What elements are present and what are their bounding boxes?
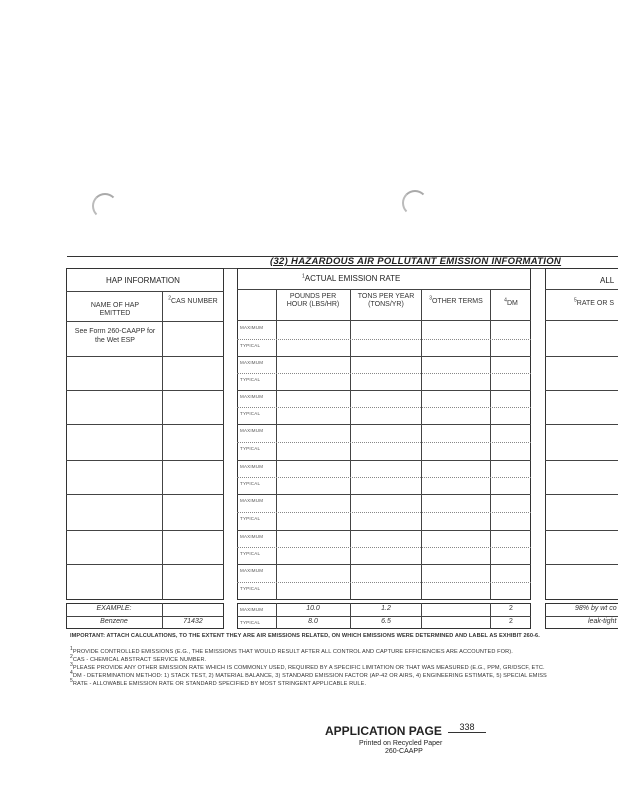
punch-hole-left bbox=[92, 193, 118, 219]
note-2: 2CAS - CHEMICAL ABSTRACT SERVICE NUMBER. bbox=[70, 654, 207, 663]
example-typ-label: TYPICAL bbox=[240, 620, 261, 625]
row-max-label: MAXIMUM bbox=[240, 464, 264, 469]
example-max-dm: 2 bbox=[509, 605, 513, 612]
allowable-row-divider bbox=[545, 390, 618, 391]
note-3: 3PLEASE PROVIDE ANY OTHER EMISSION RATE WHICH IS COMMONLY USED, REQUIRED BY A SPECIFIC LIMITATION OR THAT WAS MEASURED (E.G., PPM, GR/DSCF, ETC. bbox=[70, 662, 545, 671]
col-pounds-per-hour: POUNDS PER HOUR (LBS/HR) bbox=[286, 293, 340, 308]
punch-hole-right bbox=[402, 190, 428, 216]
hap-row-divider bbox=[66, 494, 224, 495]
row-typ-label: TYPICAL bbox=[240, 516, 261, 521]
example-max-tons: 1.2 bbox=[381, 605, 391, 612]
example-max-label: MAXIMUM bbox=[240, 607, 264, 612]
allowable-table bbox=[545, 268, 618, 600]
col-hap-name: NAME OF HAP EMITTED bbox=[90, 302, 140, 317]
hap-row-divider bbox=[66, 390, 224, 391]
form-title: (32) HAZARDOUS AIR POLLUTANT EMISSION INFORMATION bbox=[270, 256, 562, 267]
title-top-rule bbox=[67, 256, 618, 257]
allowable-section-title: ALL bbox=[600, 276, 615, 285]
hap-section-title: HAP INFORMATION bbox=[106, 276, 180, 285]
rate-row-divider bbox=[237, 530, 531, 531]
rate-row-divider bbox=[237, 460, 531, 461]
col-dm: $^4$DM bbox=[504, 297, 518, 307]
row-typ-label: TYPICAL bbox=[240, 411, 261, 416]
col-tons-per-year: TONS PER YEAR (TONS/YR) bbox=[357, 293, 415, 308]
note-1: 1PROVIDE CONTROLLED EMISSIONS (E.G., THE EMISSIONS THAT WOULD RESULT AFTER ALL CONTROL AND CAPTURE EFFICIENCIES ARE ACCOUNTED FOR). bbox=[70, 646, 513, 655]
allowable-row-divider bbox=[545, 460, 618, 461]
hap-row-divider bbox=[66, 460, 224, 461]
row-typ-label: TYPICAL bbox=[240, 481, 261, 486]
hap-row-divider bbox=[66, 424, 224, 425]
allowable-row-divider bbox=[545, 564, 618, 565]
example-typ-lbs: 8.0 bbox=[308, 618, 318, 625]
row-typ-label: TYPICAL bbox=[240, 377, 261, 382]
col-other-terms: $^3$OTHER TERMS bbox=[429, 295, 483, 305]
row-max-label: MAXIMUM bbox=[240, 498, 264, 503]
row-typ-label: TYPICAL bbox=[240, 551, 261, 556]
rate-row-divider bbox=[237, 424, 531, 425]
row-typ-label: TYPICAL bbox=[240, 446, 261, 451]
important-note: IMPORTANT: ATTACH CALCULATIONS, TO THE EXTENT THEY ARE AIR EMISSIONS RELATED, ON WHICH EMISSIONS WERE DETERMINED AND LABEL AS EXHIBIT 260-6. bbox=[70, 633, 540, 639]
form-number: 260-CAAPP bbox=[385, 748, 423, 755]
page-number: 338 bbox=[448, 722, 486, 733]
rate-mid-divider bbox=[237, 373, 531, 374]
printed-on-recycled: Printed on Recycled Paper bbox=[359, 740, 443, 747]
row-max-label: MAXIMUM bbox=[240, 534, 264, 539]
example-label: EXAMPLE: bbox=[96, 605, 132, 612]
row-max-label: MAXIMUM bbox=[240, 325, 264, 330]
hap-row-divider bbox=[66, 530, 224, 531]
example-right-max: 98% by wt co bbox=[575, 605, 617, 612]
actual-emission-rate-table bbox=[237, 268, 531, 600]
rate-row-divider bbox=[237, 390, 531, 391]
example-right-typ: leak-tight bbox=[588, 618, 617, 625]
first-entry-note: See Form 260-CAAPP for the Wet ESP bbox=[74, 328, 156, 344]
rate-mid-divider bbox=[237, 547, 531, 548]
example-typ-dm: 2 bbox=[509, 618, 513, 625]
row-max-label: MAXIMUM bbox=[240, 360, 264, 365]
example-name: Benzene bbox=[100, 618, 128, 625]
example-max-lbs: 10.0 bbox=[306, 605, 320, 612]
rate-mid-divider bbox=[237, 442, 531, 443]
row-typ-label: TYPICAL bbox=[240, 586, 261, 591]
row-max-label: MAXIMUM bbox=[240, 428, 264, 433]
hap-row-divider bbox=[66, 564, 224, 565]
hap-row-divider bbox=[66, 356, 224, 357]
rate-row-divider bbox=[237, 356, 531, 357]
rate-row-divider bbox=[237, 564, 531, 565]
application-page-label: APPLICATION PAGE bbox=[325, 724, 442, 738]
row-max-label: MAXIMUM bbox=[240, 568, 264, 573]
col-cas-number: $^2$CAS NUMBER bbox=[168, 295, 218, 305]
allowable-row-divider bbox=[545, 424, 618, 425]
rate-row-divider bbox=[237, 494, 531, 495]
col-rate-right: $^5$RATE OR S bbox=[574, 297, 614, 307]
rate-mid-divider bbox=[237, 582, 531, 583]
allowable-row-divider bbox=[545, 494, 618, 495]
example-cas: 71432 bbox=[183, 618, 203, 625]
rate-mid-divider bbox=[237, 477, 531, 478]
rate-section-title: $^1$ACTUAL EMISSION RATE bbox=[302, 273, 401, 283]
allowable-row-divider bbox=[545, 530, 618, 531]
row-typ-label: TYPICAL bbox=[240, 343, 261, 348]
example-typ-tons: 6.5 bbox=[381, 618, 391, 625]
note-4: 4DM - DETERMINATION METHOD: 1) STACK TEST, 2) MATERIAL BALANCE, 3) STANDARD EMISSION FACTOR (AP-42 OR AIRS, 4) ENGINEERING ESTIMATE, 5) SPECIAL EMISS bbox=[70, 670, 547, 679]
rate-mid-divider bbox=[237, 407, 531, 408]
rate-mid-divider bbox=[237, 339, 531, 340]
allowable-row-divider bbox=[545, 356, 618, 357]
rate-mid-divider bbox=[237, 512, 531, 513]
row-max-label: MAXIMUM bbox=[240, 394, 264, 399]
note-5: 5RATE - ALLOWABLE EMISSION RATE OR STANDARD SPECIFIED BY MOST STRINGENT APPLICABLE RULE. bbox=[70, 678, 367, 687]
